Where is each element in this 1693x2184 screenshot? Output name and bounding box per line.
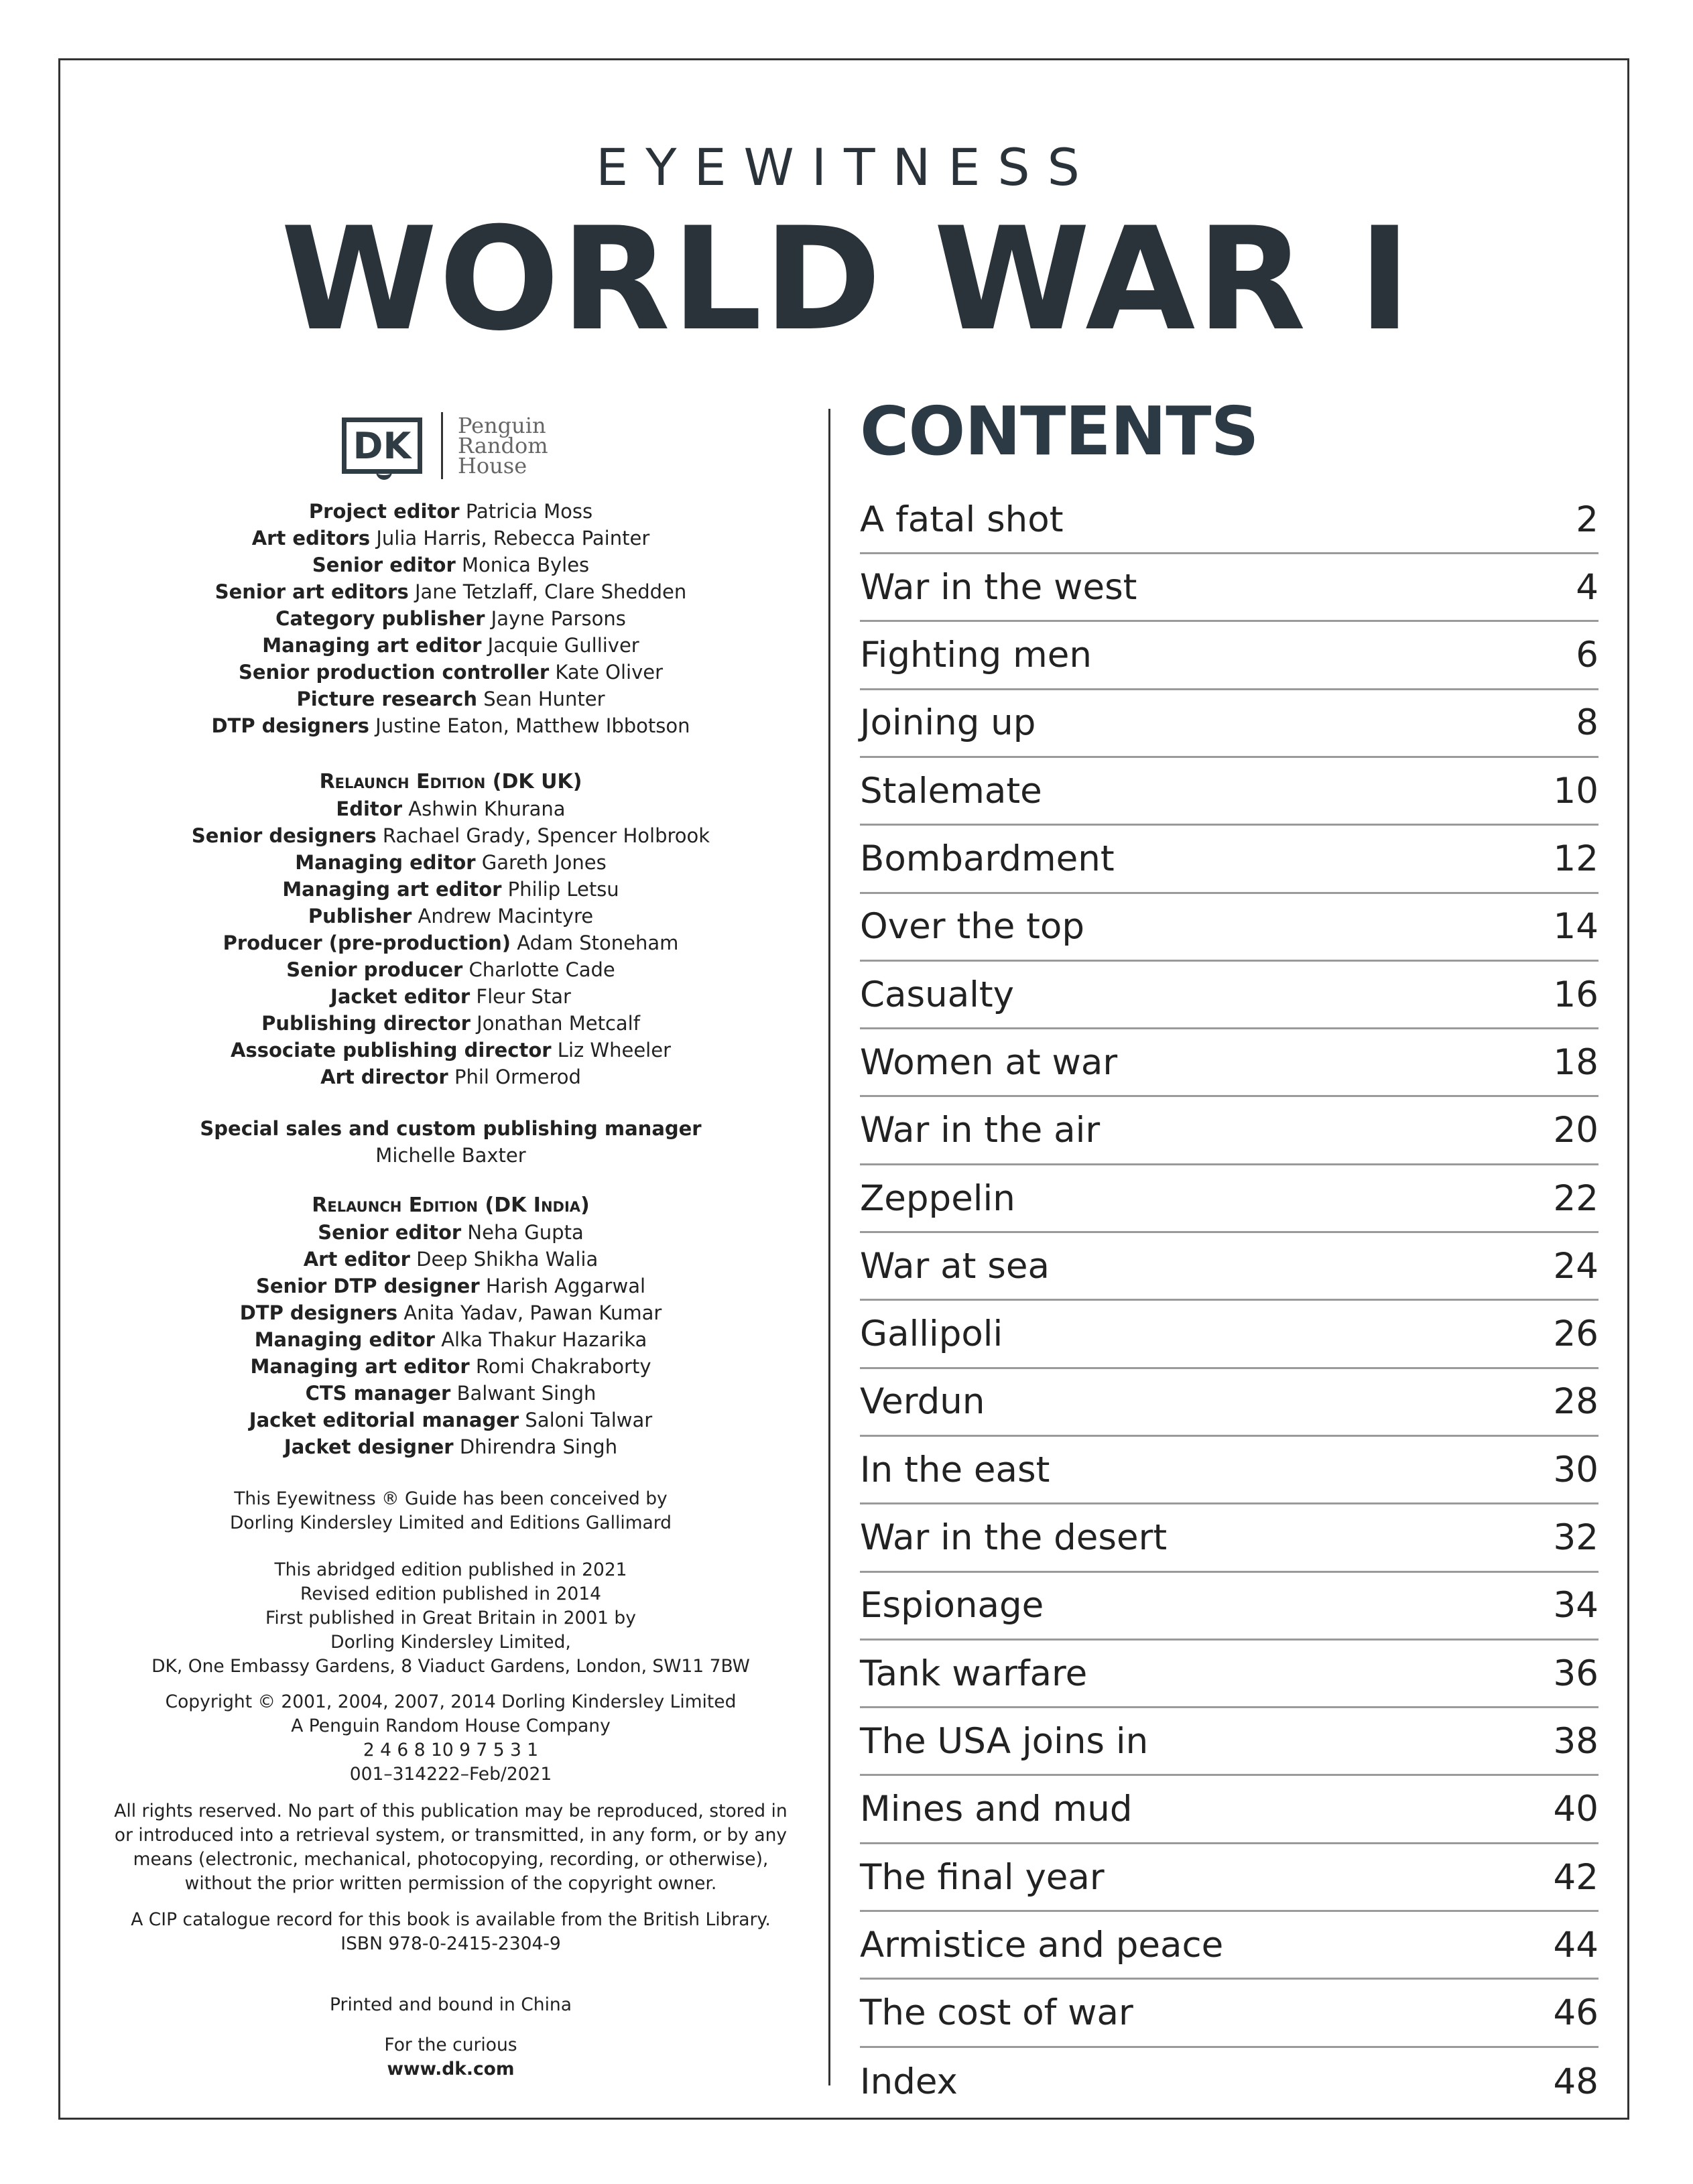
toc-title: War at sea [860,1245,1050,1287]
toc-page-number: 26 [1553,1313,1598,1355]
toc-page-number: 40 [1553,1789,1598,1830]
toc-page-number: 14 [1553,906,1598,948]
toc-page-number: 48 [1553,2061,1598,2102]
toc-title: The final year [860,1856,1105,1898]
credit-line [101,686,801,712]
toc-title: Verdun [860,1381,985,1423]
credit-name: Romi Chakraborty [475,1355,651,1378]
credit-role: Category publisher [275,607,485,630]
toc-entry[interactable] [860,1165,1598,1233]
credit-name: Harish Aggarwal [485,1275,646,1297]
toc-entry[interactable] [860,623,1598,690]
toc-entry[interactable] [860,1844,1598,1912]
toc-title: Bombardment [860,838,1115,879]
toc-title: Over the top [860,906,1085,948]
toc-entry[interactable] [860,826,1598,894]
credit-line [101,1037,801,1064]
toc-page-number: 38 [1553,1720,1598,1762]
publication-note [101,2033,801,2057]
credit-line [101,876,801,903]
credit-line [101,498,801,525]
credit-line [101,1246,801,1273]
credit-role: Managing art editor [262,634,482,657]
toc-page-number: 6 [1576,635,1598,676]
note-line: For the curious [384,2035,517,2055]
credit-name: Deep Shikha Walia [416,1248,599,1271]
toc-entry[interactable] [860,1233,1598,1301]
credit-role: Publishing director [261,1012,471,1035]
credit-name: Monica Byles [461,554,590,576]
credit-line [101,849,801,876]
toc-entry[interactable] [860,1301,1598,1369]
credit-line [101,605,801,632]
credits-group [101,1115,801,1169]
credit-role: Art editors [251,527,371,550]
credit-line [101,712,801,739]
toc-title: War in the west [860,566,1137,608]
toc-entry[interactable] [860,2048,1598,2116]
logo-text: Penguin [458,413,546,438]
toc-page-number: 10 [1553,770,1598,812]
credit-role: Jacket editor [330,985,471,1008]
credit-name: Jayne Parsons [491,607,626,630]
note-line: All rights reserved. No part of this publication may be reproduced, stored in [114,1801,788,1821]
publication-note [101,1908,801,1956]
publication-note [101,1690,801,1787]
toc-entry[interactable] [860,690,1598,758]
credit-name: Julia Harris, Rebecca Painter [376,527,650,550]
publication-note [101,1558,801,1679]
toc-entry[interactable] [860,1708,1598,1776]
publisher-logo [342,409,548,483]
credit-line [101,822,801,849]
toc-entry[interactable] [860,1029,1598,1097]
series-name: EYEWITNESS [596,137,1097,197]
credit-line [101,1353,801,1380]
credit-line [101,795,801,822]
toc-page-number: 22 [1553,1177,1598,1219]
credit-role: Managing editor [295,851,476,874]
credit-name: Sean Hunter [483,688,605,710]
credit-name: Jane Tetzlaff, Clare Shedden [414,580,687,603]
note-line: ISBN 978-0-2415-2304-9 [340,1933,561,1954]
toc-page-number: 12 [1553,838,1598,879]
toc-title: A fatal shot [860,499,1064,540]
contents-heading: CONTENTS [860,392,1259,470]
credit-line [101,768,801,795]
credit-name: Neha Gupta [467,1221,584,1244]
credit-line [101,929,801,956]
credit-role: Project editor [308,500,460,523]
credit-line [101,1219,801,1246]
toc-title: Casualty [860,974,1015,1015]
toc-entry[interactable] [860,1980,1598,2048]
credit-role: Art editor [303,1248,410,1271]
toc-page-number: 2 [1576,499,1598,540]
credit-line [101,1273,801,1299]
toc-page-number: 36 [1553,1653,1598,1694]
credit-role: Jacket designer [284,1435,454,1458]
toc-title: Fighting men [860,635,1092,676]
toc-title: Tank warfare [860,1653,1088,1694]
credit-role: Senior editor [318,1221,462,1244]
toc-entry[interactable] [860,1437,1598,1504]
credit-role: Producer (pre-production) [223,932,511,954]
credit-name: Ashwin Khurana [408,797,566,820]
credit-name: Anita Yadav, Pawan Kumar [403,1301,662,1324]
credit-role: Senior editor [312,554,456,576]
toc-entry[interactable] [860,1098,1598,1165]
toc-page-number: 28 [1553,1381,1598,1423]
credit-line [101,983,801,1010]
credit-name: Justine Eaton, Matthew Ibbotson [375,714,690,737]
toc-page-number: 44 [1553,1924,1598,1966]
logo-divider [441,412,443,479]
toc-title: The USA joins in [860,1720,1149,1762]
credit-role: Managing editor [254,1328,435,1351]
credit-role: Senior production controller [238,661,550,684]
logo-text: House [458,453,527,478]
credit-role: DTP designers [239,1301,398,1324]
credit-role: Senior DTP designer [255,1275,480,1297]
toc-entry[interactable] [860,1573,1598,1641]
section-header: Relaunch Edition (DK India) [312,1194,590,1217]
toc-title: Women at war [860,1041,1118,1083]
toc-page-number: 32 [1553,1517,1598,1558]
credit-name: Balwant Singh [456,1382,597,1405]
credit-line [101,659,801,686]
note-line: 2 4 6 8 10 9 7 5 3 1 [363,1740,539,1760]
toc-title: War in the air [860,1110,1101,1151]
website-link[interactable]: www.dk.com [387,2059,515,2079]
toc-entry[interactable] [860,1912,1598,1980]
credit-name: Charlotte Cade [468,958,615,981]
credit-line [101,1433,801,1460]
credit-name: Gareth Jones [481,851,607,874]
toc-entry[interactable] [860,758,1598,826]
penguin-random-house-logo [458,415,548,476]
toc-title: Zeppelin [860,1177,1015,1219]
credit-name: Andrew Macintyre [418,905,594,927]
credit-name: Saloni Talwar [525,1409,653,1431]
toc-page-number: 42 [1553,1856,1598,1898]
note-line: Dorling Kindersley Limited, [330,1632,571,1653]
credit-name: Fleur Star [476,985,571,1008]
toc-title: Espionage [860,1585,1044,1626]
toc-entry[interactable] [860,1641,1598,1708]
note-line: Dorling Kindersley Limited and Editions Gallimard [229,1513,672,1533]
credit-role: Managing art editor [282,878,502,901]
toc-title: Mines and mud [860,1789,1133,1830]
note-line: This abridged edition published in 2021 [274,1559,627,1580]
note-line: A CIP catalogue record for this book is available from the British Library. [131,1909,771,1930]
toc-title: The cost of war [860,1992,1133,2034]
toc-page-number: 34 [1553,1585,1598,1626]
note-line: without the prior written permission of the copyright owner. [184,1873,717,1894]
credit-line [101,1299,801,1326]
credit-line [101,1010,801,1037]
toc-title: Armistice and peace [860,1924,1224,1966]
note-line: First published in Great Britain in 2001 by [265,1608,636,1628]
toc-title: Stalemate [860,770,1042,812]
credit-role: Managing art editor [250,1355,470,1378]
toc-page-number: 18 [1553,1041,1598,1083]
credit-role: Publisher [308,905,412,927]
credits-group [101,498,801,739]
credit-name: Jonathan Metcalf [477,1012,640,1035]
toc-title: Joining up [860,702,1036,744]
toc-entry[interactable] [860,962,1598,1029]
toc-page-number: 4 [1576,566,1598,608]
toc-title: War in the desert [860,1517,1168,1558]
note-line: Copyright © 2001, 2004, 2007, 2014 Dorling Kindersley Limited [165,1691,737,1712]
credit-name: Kate Oliver [555,661,663,684]
credit-name: Michelle Baxter [375,1144,526,1167]
toc-page-number: 30 [1553,1449,1598,1490]
column-divider [828,409,830,2085]
publication-note [101,1799,801,1896]
toc-entry[interactable] [860,894,1598,962]
toc-entry[interactable] [860,487,1598,554]
toc-entry[interactable] [860,1777,1598,1844]
note-line: This Eyewitness ® Guide has been conceived by [234,1488,668,1509]
book-title: WORLD WAR I [280,196,1413,362]
credit-role: Senior producer [286,958,463,981]
publication-note [101,1993,801,2017]
toc-entry[interactable] [860,1369,1598,1437]
toc-entry[interactable] [860,554,1598,622]
note-line: DK, One Embassy Gardens, 8 Viaduct Gardens, London, SW11 7BW [151,1656,750,1677]
toc-page-number: 20 [1553,1110,1598,1151]
credit-name: Liz Wheeler [557,1039,671,1062]
credit-role: Senior art editors [214,580,409,603]
logo-text: Random [458,433,548,458]
credit-name: Rachael Grady, Spencer Holbrook [382,824,710,847]
toc-page-number: 16 [1553,974,1598,1015]
credit-role: Art director [320,1066,448,1088]
toc-title: Index [860,2061,958,2102]
credit-line [101,525,801,552]
credit-role: Senior designers [191,824,377,847]
credit-role: DTP designers [211,714,369,737]
credit-line [101,956,801,983]
note-line: or introduced into a retrieval system, or transmitted, in any form, or by any [114,1825,788,1846]
section-header: Relaunch Edition (DK UK) [319,770,582,793]
credit-name: Dhirendra Singh [459,1435,618,1458]
credit-name: Patricia Moss [465,500,593,523]
credit-name: Philip Letsu [507,878,619,901]
credits-group [101,1192,801,1460]
credit-line [101,1380,801,1407]
credits-group [101,768,801,1090]
credit-name: Phil Ormerod [454,1066,581,1088]
credit-line [101,632,801,659]
credit-name: Alka Thakur Hazarika [441,1328,647,1351]
toc-entry[interactable] [860,1505,1598,1573]
credit-line [101,552,801,578]
credit-role: Editor [336,797,403,820]
publication-note [101,1487,801,1535]
toc-title: Gallipoli [860,1313,1003,1355]
note-line: 001–314222–Feb/2021 [349,1764,552,1785]
credit-line [101,1064,801,1090]
credit-line [101,1192,801,1219]
credit-line [101,1407,801,1433]
credit-role: Picture research [296,688,478,710]
toc-page-number: 8 [1576,702,1598,744]
credit-line [101,1326,801,1353]
credit-line [101,578,801,605]
dk-logo-icon: DK [342,417,422,474]
credit-name: Jacquie Gulliver [487,634,639,657]
note-line: Printed and bound in China [330,1994,572,2015]
note-line: Revised edition published in 2014 [300,1584,601,1604]
credit-line [101,903,801,929]
note-line: A Penguin Random House Company [291,1716,611,1736]
credit-role: Special sales and custom publishing manager [200,1117,702,1140]
credit-role: Associate publishing director [231,1039,552,1062]
credit-line [101,1115,801,1142]
credit-line [101,1142,801,1169]
toc-page-number: 24 [1553,1245,1598,1287]
credit-role: Jacket editorial manager [249,1409,519,1431]
credit-role: CTS manager [305,1382,451,1405]
toc-title: In the east [860,1449,1050,1490]
note-line: means (electronic, mechanical, photocopying, recording, or otherwise), [133,1849,769,1870]
credit-name: Adam Stoneham [517,932,679,954]
toc-page-number: 46 [1553,1992,1598,2034]
